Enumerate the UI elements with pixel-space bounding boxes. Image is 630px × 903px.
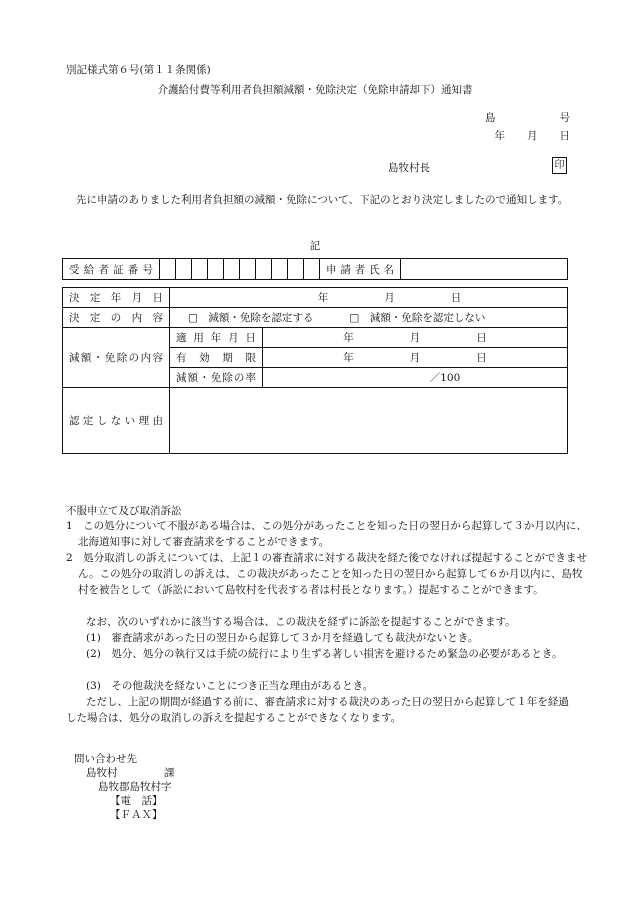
decision-day: 日 <box>450 292 462 304</box>
intro-text: 先に申請のありました利用者負担額の減額・免除について、下記のとおり決定しましたので通知します。 <box>76 194 569 206</box>
valid-year: 年 <box>343 352 354 364</box>
reduction-content-label: 減額・免除の内容 <box>63 328 170 388</box>
recipient-no-digit[interactable] <box>176 259 192 280</box>
recipient-no-digit[interactable] <box>208 259 224 280</box>
decision-date-field[interactable] <box>170 288 568 308</box>
deny-checkbox[interactable]: □ 減額・免除を認定しない <box>349 312 486 324</box>
rate-value: ／100 <box>429 372 461 384</box>
rate-label: 減額・免除の率 <box>170 368 263 388</box>
approve-checkbox[interactable]: □ 減額・免除を認定する <box>188 312 314 324</box>
contact-title: 問い合わせ先 <box>74 753 137 765</box>
recipient-no-digit[interactable] <box>192 259 208 280</box>
issue-number <box>485 110 570 125</box>
recipient-no-digit[interactable] <box>272 259 288 280</box>
applicant-name-label: 申請者氏名 <box>320 259 401 280</box>
recipient-no-label: 受給者証番号 <box>63 259 160 280</box>
recipient-no-digit[interactable] <box>288 259 304 280</box>
document-title: 介護給付費等利用者負担額減額・免除決定（免除申請却下）通知書 <box>157 84 473 96</box>
issue-date <box>495 128 571 143</box>
appeal-paragraph-2: 2 処分取消しの訴えについては、上記１の審査請求に対する裁決を経た後でなければ提起することができません。この処分の取消しの訴えは、この裁決があったことを知った日の翌日から起算して６か月以内に、島牧村を被告として（訴訟において島牧村を代表する者は村長となります。）提起することができます。 <box>66 552 587 596</box>
appeal-proviso: ただし、上記の期間が経過する前に、審査請求に対する裁決のあった日の翌日から起算して１年を経過した場合は、処分の取消しの訴えを提起することができなくなります。 <box>66 696 569 724</box>
issue-island: 島 <box>485 112 496 124</box>
appeal-item-3: (3) その他裁決を経ないことにつき正当な理由があるとき。 <box>86 680 374 692</box>
issue-year: 年 <box>494 130 505 142</box>
issue-number-suffix: 号 <box>559 112 570 124</box>
recipient-no-digit[interactable] <box>256 259 272 280</box>
contact-fax: 【ＦＡＸ】 <box>110 809 163 821</box>
valid-period-field[interactable] <box>263 348 568 368</box>
appeal-item-1: (1) 審査請求があった日の翌日から起算して３か月を経過しても裁決がないとき。 <box>86 632 479 644</box>
contact-office: 島牧村 <box>86 767 118 779</box>
contact-dept: 課 <box>164 767 175 779</box>
decision-year: 年 <box>317 292 329 304</box>
apply-date-label: 適用年月日 <box>170 328 263 348</box>
form-number: 別記様式第６号(第１１条関係) <box>66 64 211 76</box>
ki-heading: 記 <box>309 240 321 252</box>
decision-content-field <box>170 308 568 328</box>
mayor-title: 島牧村長 <box>388 162 430 174</box>
rate-field[interactable] <box>263 368 568 388</box>
apply-date-field[interactable] <box>263 328 568 348</box>
applicant-name-field[interactable] <box>401 259 568 280</box>
contact-tel: 【電 話】 <box>110 795 163 807</box>
valid-month: 月 <box>409 352 421 364</box>
seal-box: 印 <box>552 157 567 174</box>
recipient-table <box>62 258 568 280</box>
appeal-note: なお、次のいずれかに該当する場合は、この裁決を経ずに訴訟を提起することができます。 <box>86 616 516 628</box>
apply-month: 月 <box>409 332 421 344</box>
recipient-no-digit[interactable] <box>160 259 176 280</box>
valid-period-label: 有効期限 <box>170 348 263 368</box>
apply-day: 日 <box>476 332 487 344</box>
recipient-no-digit[interactable] <box>224 259 240 280</box>
appeal-item-2: (2) 処分、処分の執行又は手続の続行により生ずる著しい損害を避けるため緊急の必要があるとき。 <box>86 648 563 660</box>
valid-day: 日 <box>476 352 487 364</box>
issue-month: 月 <box>527 130 538 142</box>
reason-label: 認定しない理由 <box>63 388 170 454</box>
decision-content-label: 決定の内容 <box>63 308 170 328</box>
apply-year: 年 <box>343 332 354 344</box>
decision-month: 月 <box>384 292 395 304</box>
reason-field[interactable] <box>170 388 568 454</box>
recipient-no-digit[interactable] <box>240 259 256 280</box>
recipient-no-digit[interactable] <box>304 259 320 280</box>
decision-table <box>62 287 568 454</box>
issue-day: 日 <box>559 130 570 142</box>
decision-date-label: 決定年月日 <box>63 288 170 308</box>
appeal-paragraph-1: 1 この処分について不服がある場合は、この処分があったことを知った日の翌日から起算して３か月以内に、北海道知事に対して審査請求をすることができます。 <box>66 520 587 548</box>
contact-address: 島牧郡島牧村字 <box>98 781 172 793</box>
appeal-title: 不服申立て及び取消訴訟 <box>66 505 182 517</box>
